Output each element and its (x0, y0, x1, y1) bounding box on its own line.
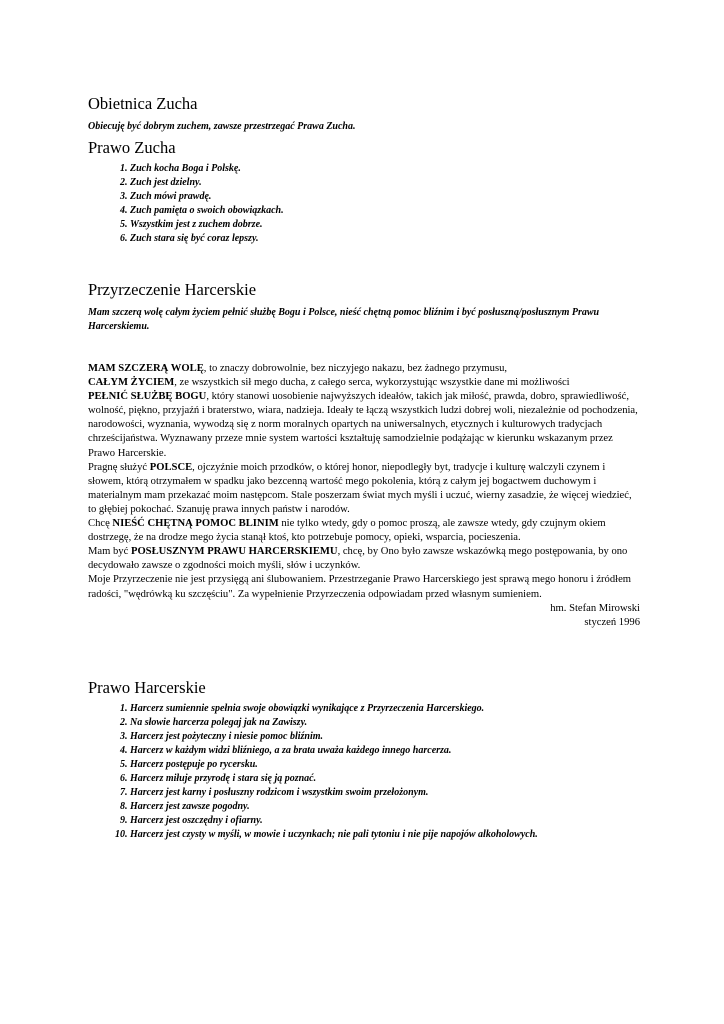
signature-date: styczeń 1996 (584, 616, 640, 628)
commentary-paragraph (88, 376, 640, 390)
scout-law-heading: Prawo Harcerskie (88, 677, 206, 697)
list-item: 2. Na słowie harcerza polegaj jak na Zawiszy. (130, 716, 640, 730)
author-signature: hm. Stefan Mirowski (550, 602, 640, 614)
zuch-promise-heading: Obietnica Zucha (88, 94, 198, 113)
list-item: 5. Harcerz postępuje po rycersku. (130, 758, 640, 772)
commentary-keyword: POSŁUSZNYM PRAWU HARCERSKIEMU (130, 546, 338, 558)
scout-promise-text: Mam szczerą wolę całym życiem pełnić służbę Bogu i Polsce, nieść chętną pomoc bliźnim i być posłuszną/posłusznym Prawu Harcerskiemu. (88, 307, 600, 332)
zuch-promise-text: Obiecuję być dobrym zuchem, zawsze przestrzegać Prawa Zucha. (88, 121, 356, 132)
commentary-keyword: CAŁYM ŻYCIEM (88, 377, 175, 389)
commentary-text: Mam być (88, 546, 131, 558)
commentary-keyword: POLSCE (149, 461, 193, 473)
list-item: 4. Zuch pamięta o swoich obowiązkach. (130, 204, 640, 218)
scout-promise-heading: Przyrzeczenie Harcerskie (88, 280, 257, 299)
commentary-text: , to znaczy dobrowolnie, bez niczyjego nakazu, bez żadnego przymusu, (203, 363, 508, 374)
commentary-text: nie tylko wtedy, gdy o pomoc proszą, ale zawsze wtedy, gdy czujnym okiem dostrzegę, że na drodze mego życia stanął ktoś, kto potrzebuje pomocy, opieki, wsparcia, pocieszenia. (88, 518, 606, 544)
list-item: 2. Zuch jest dzielny. (130, 176, 640, 190)
list-item: 3. Zuch mówi prawdę. (130, 190, 640, 204)
list-item: 5. Wszystkim jest z zuchem dobrze. (130, 218, 640, 232)
list-item: 6. Harcerz miłuje przyrodę i stara się ją poznać. (130, 772, 640, 786)
commentary-paragraph (88, 545, 640, 573)
list-item: 3. Harcerz jest pożyteczny i niesie pomoc bliźnim. (130, 730, 640, 744)
commentary-keyword: NIEŚĆ CHĘTNĄ POMOC BLINIM (112, 518, 279, 530)
commentary-text: , chcę, by Ono było zawsze wskazówką mego postępowania, by ono decydowało zawsze o zgodności moich myśli, słów i uczynków. (88, 546, 628, 572)
zuch-law-list (88, 162, 640, 246)
zuch-law-heading: Prawo Zucha (88, 138, 176, 157)
commentary-keyword: MAM SZCZERĄ WOLĘ (88, 363, 204, 374)
list-item: 8. Harcerz jest zawsze pogodny. (130, 800, 640, 814)
commentary-paragraph (88, 461, 640, 517)
list-item: 1. Harcerz sumiennie spełnia swoje obowiązki wynikające z Przyrzeczenia Harcerskiego. (130, 702, 640, 716)
list-item: 6. Zuch stara się być coraz lepszy. (130, 232, 640, 246)
document-page (88, 94, 640, 842)
commentary-text: Chcę (88, 518, 113, 530)
commentary-text: Pragnę służyć (88, 461, 150, 473)
commentary-keyword: PEŁNIĆ SŁUŻBĘ BOGU (88, 391, 207, 403)
commentary-text: , ze wszystkich sił mego ducha, z całego serca, wykorzystując wszystkie dane mi możliwości (174, 377, 570, 389)
list-item: 4. Harcerz w każdym widzi bliźniego, a za brata uważa każdego innego harcerza. (130, 744, 640, 758)
list-item: 7. Harcerz jest karny i posłuszny rodzicom i wszystkim swoim przełożonym. (130, 786, 640, 800)
commentary-text: , ojczyźnie moich przodków, o której honor, niepodległy byt, tradycje i kulturę walczyli czynem i słowem, którą otrzymałem w spadku jako bezcenną wartość mego pokolenia, którą z całym jej bogactwem duchowym i materialnym mam przekazać moim następcom. Stale poszerzam świat mych myśli i uczuć, wierny zasadzie, że więcej wiedzieć, to głębiej pokochać. Szanuję prawa innych państw i narodów. (88, 461, 632, 515)
commentary-paragraph (88, 362, 640, 376)
commentary-paragraph: Moje Przyrzeczenie nie jest przysięgą ani ślubowaniem. Przestrzeganie Prawo Harcerskiego jest sprawą mego honoru i źródłem radości, "wędrówką ku szczęściu". Za wypełnienie Przyrzeczenia odpowiadam przed własnym sumieniem. (88, 574, 632, 600)
commentary-text: , który stanowi uosobienie najwyższych ideałów, takich jak miłość, prawda, dobro, sprawiedliwość, wolność, piękno, przyjaźń i braterstwo, wiara, nadzieja. Ideały te łączą wszystkich ludzi dobrej woli, niezależnie od pochodzenia, narodowości, wyznania, wywodzą się z norm moralnych opartych na uniwersalnych, etycznych i kulturowych tradycjach chrześcijaństwa. Wyznawany przeze mnie system wartości kształtuję samodzielnie podążając w kierunku wskazanym przez Prawo Harcerskie. (88, 391, 638, 459)
commentary-paragraph (88, 390, 640, 460)
commentary-paragraph (88, 517, 640, 545)
list-item: 1. Zuch kocha Boga i Polskę. (130, 162, 640, 176)
list-item: 9. Harcerz jest oszczędny i ofiarny. (130, 814, 640, 828)
promise-commentary (88, 362, 640, 630)
list-item: 10. Harcerz jest czysty w myśli, w mowie i uczynkach; nie pali tytoniu i nie pije napojów alkoholowych. (130, 828, 640, 842)
scout-law-list (88, 702, 640, 842)
